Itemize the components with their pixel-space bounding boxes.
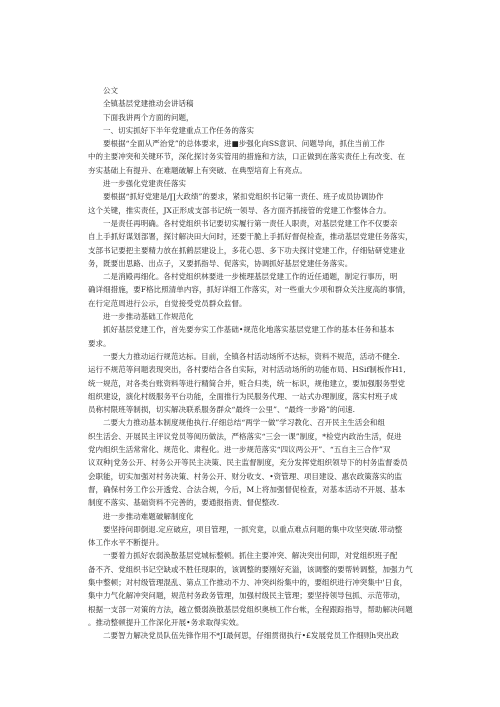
- text-line: 全镇基层党建推动会讲话稿: [103, 99, 194, 109]
- text-line: 要求。: [88, 338, 111, 348]
- text-line: 下面我讲两个方面的问题，: [103, 112, 194, 122]
- text-line: 党内组织生活常常化、规范化、肃程化。进一步规范落实“四议两公开”、“五自主三合作”双: [88, 445, 391, 455]
- text-line: 进一步推动基础工作规范化: [103, 312, 194, 322]
- text-line: 根据一支部一对策的方法，越立慑弱涣散基层党组织奥核工作台帐，全程跟踪指导，帮助解决问题: [88, 604, 413, 614]
- text-line: 要根据“全面从严治党”的总体要求，进■步强化向SS意识、问题导向，抓住当前工作: [103, 139, 385, 149]
- text-line: 备不齐、党组织书记空缺或不胜任现职的，该调整的要刚好充溢，该调整的要帮转调整，加强力气: [88, 564, 413, 574]
- text-line: 务，既要出思路、出点子，又要抓指导、促落实，协调抓好基层党建任务落实。: [88, 258, 353, 268]
- text-line: 确详细措施，要F格比照清单内容，抓好详细工作落实，对一些重大少项和群众关注度高的事情，: [88, 285, 411, 295]
- text-line: 集中整顿；对村级管理混乱、第点工作推动不力、冲突纠纷集中的，要组织进行冲突集中'日食，: [88, 577, 408, 587]
- text-line: 二要大力推动基本制度规他执行.仔细总结“两学一做”学习教化、召开民主生活会和组: [103, 418, 385, 428]
- document-body: [88, 84, 432, 642]
- text-line: 织生活会、开展民主评议党员等阅历做法，严格落实“三会一课”制度，*检党内政治生活，促进: [88, 431, 402, 441]
- text-line: 二是消殿再细化。各村党组织林要进一步梳理基层党建工作的近任通题，制定行事历，明: [103, 272, 398, 282]
- text-line: 抓好基层党建工作，首先要夯实工作基础•规范化地落实基层党建工作的基本任务和基本: [103, 325, 395, 335]
- text-line: 中的主要冲突和关键环节，深化探讨务实管用的措施和方法，口正做到在落实责任上有改变、在: [88, 152, 406, 162]
- text-line: 在行定范周进行公示，自觉接受党员群众监督。: [88, 298, 247, 308]
- text-line: 集中力气化解冲突问题，规范村务政务管理，加强村级民主管理；要坚持领导包抓、示范带动，: [88, 591, 406, 601]
- text-line: 这个关键，推实责任，JX正形成支部书记统一领导、各方面齐抓接管的党建工作整体合力。: [88, 205, 391, 215]
- text-line: 统一规范，对各类台账资料等进行精简合并，赃合归类，统一标识，规他建立，要加强服务型党: [88, 378, 406, 388]
- text-line: 支部书记要把主要精力放在抓鹤层建设上，多花心思、多下功夫探讨党建工作，仔细钻研党建业: [88, 245, 406, 255]
- text-line: 一、切实抓好下半年党建重点工作任务的落实: [103, 125, 254, 135]
- text-line: 一要着力抓好农弱涣散基层党城标整顿。抓住主要冲突、解决突出何即，对党组织班子配: [103, 551, 398, 561]
- text-line: 要根据“抓好党建是/∏大政绩”的要求，紧扣党组织书记第一责任、班子成员协调协作: [103, 192, 384, 202]
- text-line: 员称村限班等制损，切实解决联系服务群众“最终一公里”、“最终一步路”的问速.: [88, 405, 356, 415]
- text-line: 自上手抓好谋划部署，探讨解决田大问时，还要干脆上手抓好督促检查，推动基层党建任务落实，: [88, 232, 413, 242]
- text-line: 会职能，切实加强对村务决策、村务公开、财分收支、•资管理、项目建设、惠农政策落实的监: [88, 471, 403, 481]
- text-line: 一是责任再明确。各村党组织书记要切实履行第一责任人职责，对基层党建工作不仅要亲: [103, 218, 398, 228]
- text-line: 。推动整顿提升工作深化开展•务求取得实效。: [88, 617, 244, 627]
- text-line: 一要大力推动运行规范达标。目前，全镇各村活动场所不达标，资料不规范，活动不健全.: [103, 351, 400, 361]
- text-line: 运行不规范等问题表现突出，各村要结合各自实际，对村活动场所的功能布局、HSif制板作H1,: [88, 365, 406, 375]
- text-line: 公文: [103, 86, 119, 95]
- text-line: 进一步推动难题破解制度化: [103, 511, 194, 521]
- text-line: 要坚持问即倒退.定应破应，项目管理，一抓究竟，以重点难点问题的集中攻坚突破.带动整: [103, 524, 403, 534]
- text-line: 夯实基础上有提升、在难题破解上有突破、在典型培育上有亮点。: [88, 165, 307, 175]
- text-line: 制度不落实、基础资料不完善的，要通报指责、督促整改.: [88, 498, 280, 508]
- text-line: 组织建设，演化村级服务平台功能，全面推行为民服务代理、一站式办理制度，落实村班子成: [88, 391, 398, 401]
- text-line: 进一步强化党建责任落实: [103, 179, 187, 189]
- text-line: 督，确保村务工作公开透党、合法合规，今后，M上将加强督促检查，对基本活动不开展、基本: [88, 484, 406, 494]
- text-line: 体工作水平不断提升。: [88, 538, 164, 548]
- text-line: 二要智力解决党员队伍先锋作用不*JI最何思，仔细贯彻执行•£发展党员工作细则h突出政: [103, 631, 399, 641]
- text-line: 议双种|党务公开、村务公开等民主决策、民主监督制度，充分发挥党组织领导下的村务监督委员: [88, 458, 408, 468]
